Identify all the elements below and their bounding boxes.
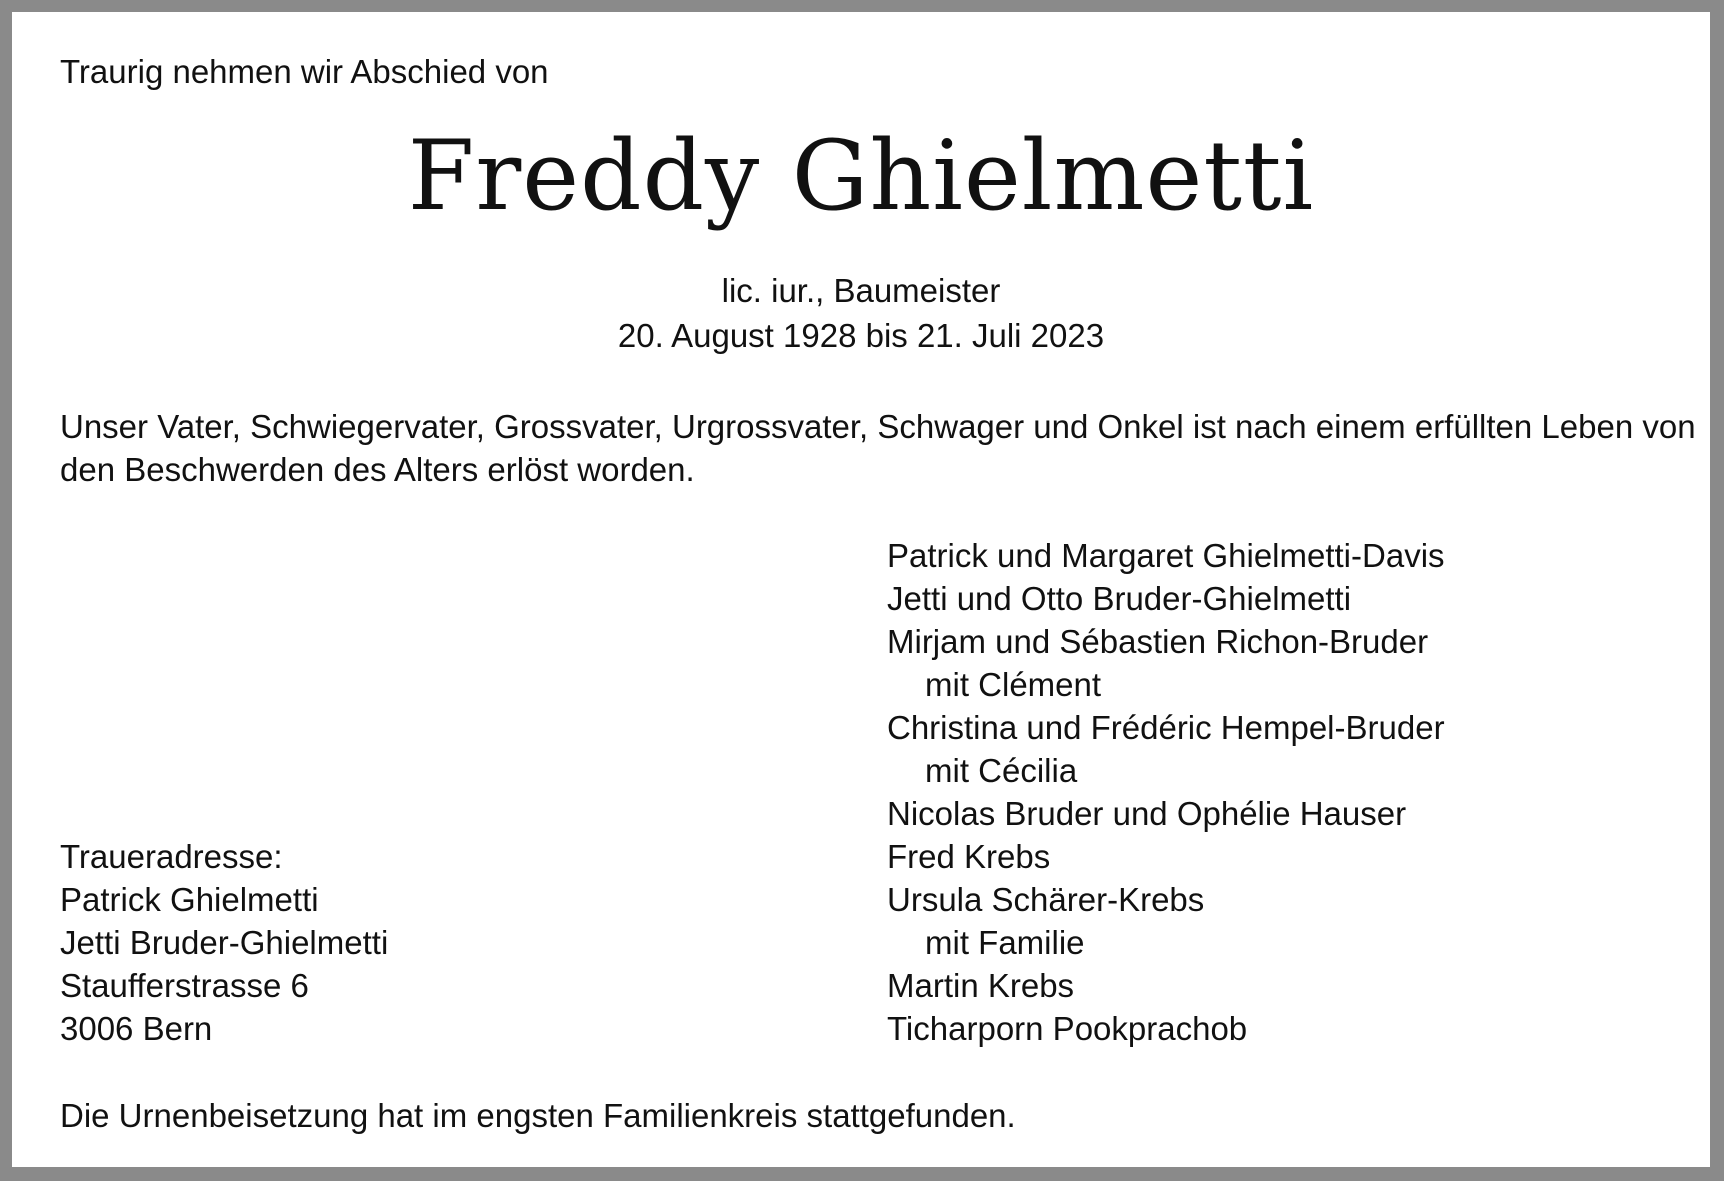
- address-line: Patrick Ghielmetti: [60, 881, 319, 918]
- mourner-entry-sub: mit Familie: [925, 924, 1085, 961]
- mourner-entry: Jetti und Otto Bruder-Ghielmetti: [887, 580, 1352, 617]
- intro-text: Traurig nehmen wir Abschied von: [60, 53, 549, 90]
- mourner-entry: Mirjam und Sébastien Richon-Bruder: [887, 623, 1429, 660]
- deceased-name: Freddy Ghielmetti: [407, 120, 1315, 232]
- message-line: den Beschwerden des Alters erlöst worden.: [60, 451, 695, 488]
- obituary-message: [60, 405, 1696, 491]
- life-dates: 20. August 1928 bis 21. Juli 2023: [617, 317, 1105, 354]
- message-line: Unser Vater, Schwiegervater, Grossvater, Urgrossvater, Schwager und Onkel ist nach einem erfüllten Leben von: [60, 408, 1696, 445]
- mourner-entry: Christina und Frédéric Hempel-Bruder: [887, 709, 1445, 746]
- mourner-entry-sub: mit Clément: [925, 666, 1102, 703]
- address-label: Traueradresse:: [60, 838, 283, 875]
- obituary-notice: [12, 12, 1710, 1167]
- mourner-entry: Nicolas Bruder und Ophélie Hauser: [887, 795, 1407, 832]
- mourner-entry: Fred Krebs: [887, 838, 1051, 875]
- mourners-list: [887, 534, 1445, 1050]
- deceased-title: lic. iur., Baumeister: [721, 272, 1001, 309]
- mourner-entry: Patrick und Margaret Ghielmetti-Davis: [887, 537, 1445, 574]
- address-line: Staufferstrasse 6: [60, 967, 309, 1004]
- address-line: 3006 Bern: [60, 1010, 213, 1047]
- mourner-entry-sub: mit Cécilia: [925, 752, 1078, 789]
- mourning-address: [60, 835, 388, 1050]
- mourner-entry: Ticharporn Pookprachob: [887, 1010, 1248, 1047]
- closing-note: Die Urnenbeisetzung hat im engsten Familienkreis stattgefunden.: [60, 1097, 1016, 1134]
- address-line: Jetti Bruder-Ghielmetti: [60, 924, 389, 961]
- mourner-entry: Ursula Schärer-Krebs: [887, 881, 1205, 918]
- mourner-entry: Martin Krebs: [887, 967, 1075, 1004]
